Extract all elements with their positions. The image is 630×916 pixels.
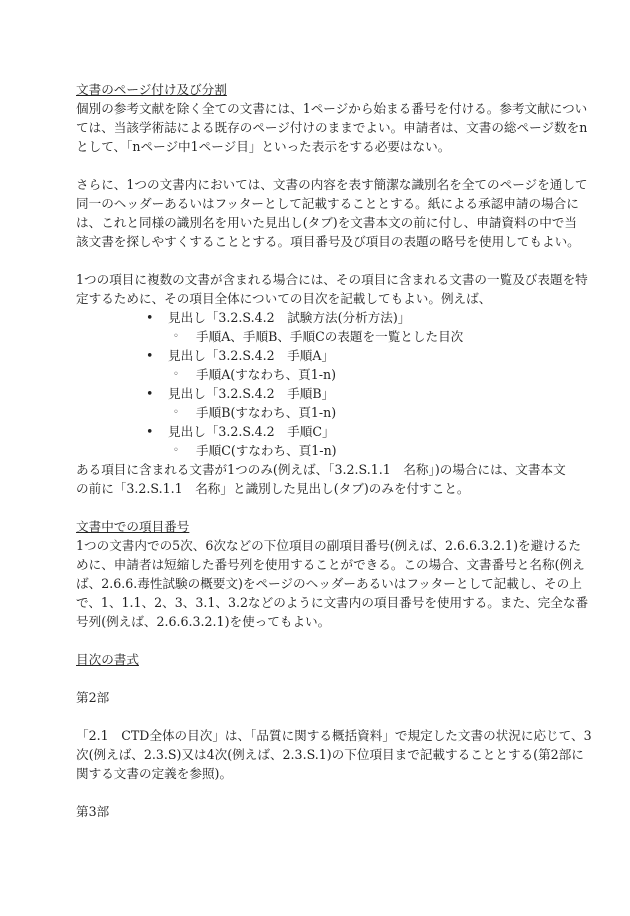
text-line: めに、申請者は短縮した番号列を使用することができる。この場合、文書番号と名称(例え [76, 557, 585, 572]
sub-list-item-label: 手順A(すなわち、頁1-n) [196, 367, 337, 382]
list-item [76, 384, 566, 403]
text-line: 「2.1 CTD全体の目次」は、「品質に関する概括資料」で規定した文書の状況に応じて、3 [76, 728, 592, 743]
text-line: ては、当該学術誌による既存のページ付けのままでよい。申請者は、文書の総ページ数をn [76, 120, 588, 135]
text-line: 同一のヘッダーあるいはフッターとして記載することとする。紙による承認申請の場合に [76, 196, 579, 211]
text-line: は、これと同様の識別名を用いた見出し(タブ)を文書本文の前に付し、申請資料の中で当 [76, 215, 577, 230]
sub-list-item [76, 403, 566, 422]
list-item-label: 見出し「3.2.S.4.2 手順A」 [168, 348, 335, 363]
sub-bullet-icon: ◦ [173, 407, 179, 418]
text-line: 号列(例えば、2.6.6.3.2.1)を使ってもよい。 [76, 614, 331, 629]
bullet-icon: • [146, 310, 154, 325]
sub-bullet-icon: ◦ [173, 445, 179, 456]
paragraph [76, 175, 588, 251]
sub-list-item-label: 手順B(すなわち、頁1-n) [196, 405, 337, 420]
text-line: 該文書を探しやすくすることとする。項目番号及び項目の表題の略号を使用してもよい。 [76, 234, 580, 249]
section-heading-numbering: 文書中での項目番号 [76, 519, 190, 534]
sub-list-item-label: 手順A、手順B、手順Cの表題を一覧とした目次 [196, 329, 464, 344]
text-line: ば、2.6.6.毒性試験の概要文)をページのヘッダーあるいはフッターとして記載し、その上 [76, 576, 582, 591]
subheading-part2: 第2部 [76, 690, 110, 705]
text-line: 1つの文書内での5次、6次などの下位項目の副項目番号(例えば、2.6.6.3.2.1)を避けるた [76, 538, 581, 553]
bullet-icon: • [146, 386, 154, 401]
sub-bullet-icon: ◦ [173, 369, 179, 380]
text-line: 関する文書の定義を参照)。 [76, 766, 233, 781]
section-heading-paging: 文書のページ付け及び分割 [76, 82, 227, 97]
text-line: として、「nページ中1ページ目」といった表示をする必要はない。 [76, 139, 451, 154]
list-item-label: 見出し「3.2.S.4.2 手順C」 [168, 424, 335, 439]
paragraph [76, 99, 588, 156]
sub-list-item-label: 手順C(すなわち、頁1-n) [196, 443, 337, 458]
sub-list-item [76, 441, 566, 460]
list-item-label: 見出し「3.2.S.4.2 試験方法(分析方法)」 [168, 310, 411, 325]
text-line: さらに、1つの文書内においては、文書の内容を表す簡潔な識別名を全てのページを通して [76, 177, 588, 192]
sub-list-item [76, 365, 566, 384]
text-line: 定するために、その項目全体についての目次を記載してもよい。例えば、 [76, 291, 492, 306]
paragraph [76, 270, 588, 308]
text-line: 個別の参考文献を除く全ての文書には、1ページから始まる番号を付ける。参考文献につい [76, 101, 588, 116]
paragraph [76, 460, 566, 498]
list-item [76, 422, 566, 441]
subheading-part3: 第3部 [76, 804, 110, 819]
bullet-icon: • [146, 424, 154, 439]
text-line: 1つの項目に複数の文書が含まれる場合には、その項目に含まれる文書の一覧及び表題を特 [76, 272, 588, 287]
paragraph [76, 536, 589, 631]
list-item-label: 見出し「3.2.S.4.2 手順B」 [168, 386, 335, 401]
text-line: ある項目に含まれる文書が1つのみ(例えば、「3.2.S.1.1 名称」)の場合には、文書本文 [76, 462, 566, 477]
section-heading-toc: 目次の書式 [76, 652, 139, 667]
bullet-icon: • [146, 348, 154, 363]
list-item [76, 308, 566, 327]
text-line: 次(例えば、2.3.S)又は4次(例えば、2.3.S.1)の下位項目まで記載することとする(第2部に [76, 747, 584, 762]
sub-bullet-icon: ◦ [173, 331, 179, 342]
text-line: の前に「3.2.S.1.1 名称」と識別した見出し(タブ)のみを付すこと。 [76, 481, 470, 496]
text-line: で、1、1.1、2、3、3.1、3.2などのように文書内の項目番号を使用する。また、完全な番 [76, 595, 589, 610]
bullet-list [76, 308, 566, 460]
document-page [76, 80, 592, 821]
list-item [76, 346, 566, 365]
paragraph [76, 726, 592, 783]
sub-list-item [76, 327, 566, 346]
